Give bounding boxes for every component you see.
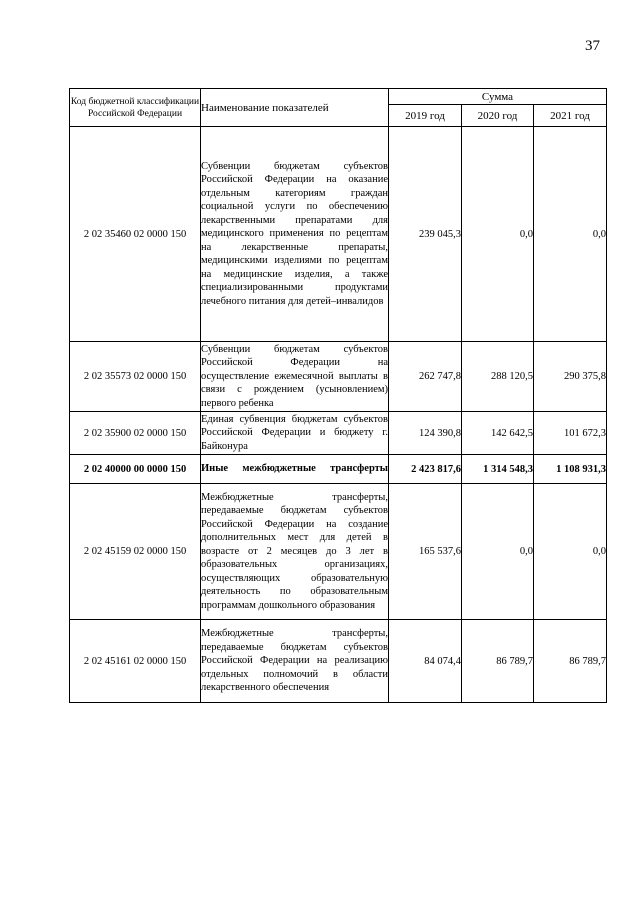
row-value-2020: 142 642,5 — [462, 412, 534, 455]
row-value-2021: 290 375,8 — [534, 342, 607, 412]
row-code: 2 02 35900 02 0000 150 — [70, 412, 201, 455]
row-name: Межбюджетные трансферты, передаваемые бюджетам субъектов Российской Федерации на реализацию отдельных полномочий в области лекарственного обеспечения — [201, 620, 389, 703]
row-value-2020: 1 314 548,3 — [462, 455, 534, 484]
table-row — [70, 484, 607, 620]
page-number: 37 — [585, 38, 600, 54]
header-year-2020: 2020 год — [462, 105, 534, 127]
row-code: 2 02 45161 02 0000 150 — [70, 620, 201, 703]
header-code: Код бюджетной классификации Российской Федерации — [70, 89, 201, 127]
row-name: Межбюджетные трансферты, передаваемые бюджетам субъектов Российской Федерации на создание дополнительных мест для детей в возрасте от 2 месяцев до 3 лет в образовательных организациях, осуществляющих образовательную деятельность по образовательным программам дошкольного образования — [201, 484, 389, 620]
row-name: Субвенции бюджетам субъектов Российской Федерации на осуществление ежемесячной выплаты в связи с рождением (усыновлением) первого ребенка — [201, 342, 389, 412]
row-value-2019: 165 537,6 — [389, 484, 462, 620]
row-value-2020: 86 789,7 — [462, 620, 534, 703]
row-name: Субвенции бюджетам субъектов Российской Федерации на оказание отдельным категориям граждан социальной услуги по обеспечению лекарственными препаратами для медицинского применения по рецептам на лекарственные препараты, медицинскими изделиями по рецептам на медицинские изделия, а также специализированными продуктами лечебного питания для детей–инвалидов — [201, 127, 389, 342]
table-row-total — [70, 455, 607, 484]
row-value-2019: 84 074,4 — [389, 620, 462, 703]
row-value-2021: 101 672,3 — [534, 412, 607, 455]
row-name: Иные межбюджетные трансферты — [201, 455, 389, 484]
row-value-2021: 0,0 — [534, 484, 607, 620]
row-value-2020: 288 120,5 — [462, 342, 534, 412]
row-code: 2 02 35460 02 0000 150 — [70, 127, 201, 342]
header-name: Наименование показателей — [201, 89, 389, 127]
row-code: 2 02 45159 02 0000 150 — [70, 484, 201, 620]
row-value-2021: 1 108 931,3 — [534, 455, 607, 484]
row-value-2020: 0,0 — [462, 127, 534, 342]
row-code: 2 02 40000 00 0000 150 — [70, 455, 201, 484]
row-value-2019: 2 423 817,6 — [389, 455, 462, 484]
header-year-2019: 2019 год — [389, 105, 462, 127]
row-value-2019: 262 747,8 — [389, 342, 462, 412]
table-row — [70, 342, 607, 412]
table-row — [70, 412, 607, 455]
header-sum: Сумма — [389, 89, 607, 105]
row-code: 2 02 35573 02 0000 150 — [70, 342, 201, 412]
table-row — [70, 127, 607, 342]
table-row — [70, 620, 607, 703]
header-year-2021: 2021 год — [534, 105, 607, 127]
budget-table — [69, 88, 607, 703]
row-name: Единая субвенция бюджетам субъектов Российской Федерации и бюджету г. Байконура — [201, 412, 389, 455]
row-value-2021: 86 789,7 — [534, 620, 607, 703]
row-value-2020: 0,0 — [462, 484, 534, 620]
row-value-2019: 239 045,3 — [389, 127, 462, 342]
row-value-2019: 124 390,8 — [389, 412, 462, 455]
row-value-2021: 0,0 — [534, 127, 607, 342]
